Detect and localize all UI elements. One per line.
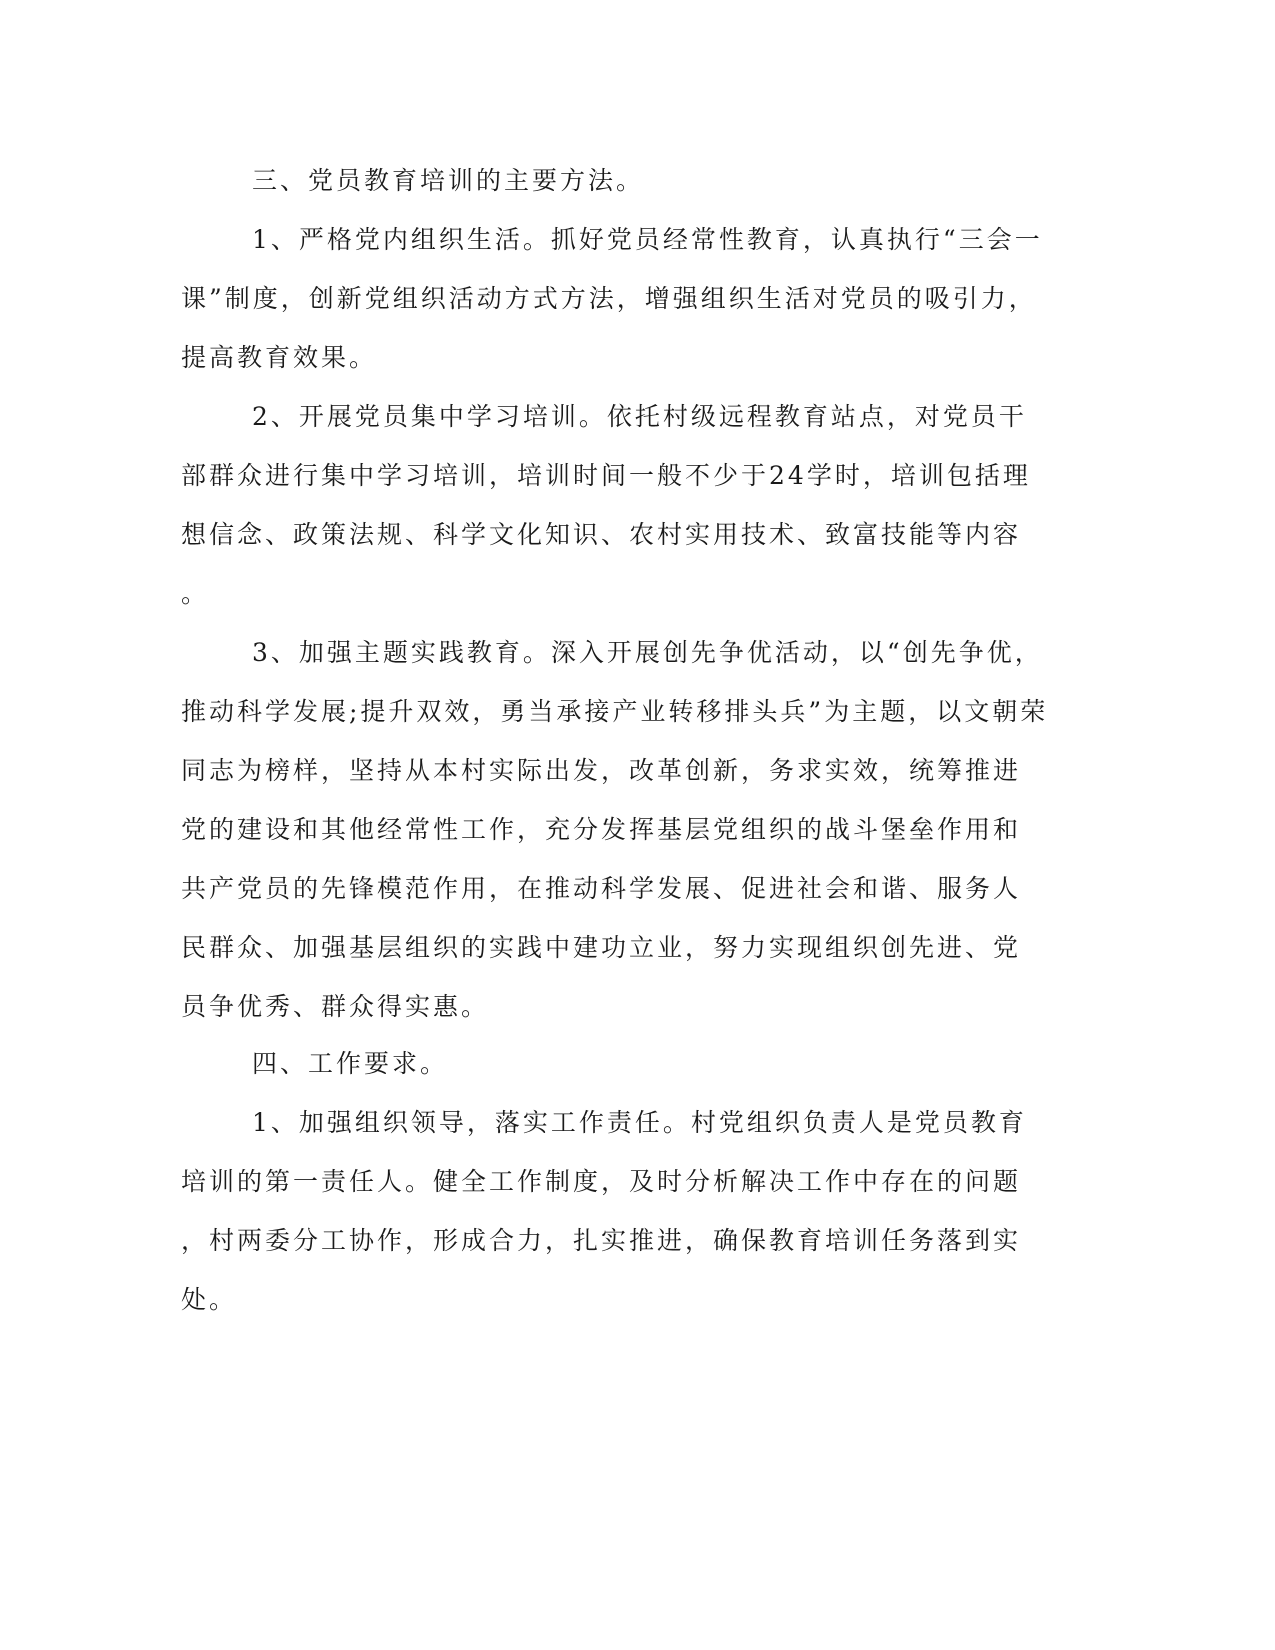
section-heading-methods: 三、党员教育培训的主要方法。	[252, 166, 645, 195]
paragraph-line: 培训的第一责任人。健全工作制度，及时分析解决工作中存在的问题	[181, 1167, 1022, 1196]
paragraph-line: 共产党员的先锋模范作用，在推动科学发展、促进社会和谐、服务人	[181, 874, 1022, 903]
paragraph-line: 课”制度，创新党组织活动方式方法，增强组织生活对党员的吸引力，	[181, 284, 1037, 313]
paragraph-line: 想信念、政策法规、科学文化知识、农村实用技术、致富技能等内容	[181, 520, 1022, 549]
paragraph-line: 3、加强主题实践教育。深入开展创先争优活动，以“创先争优，	[252, 638, 1043, 667]
paragraph-line: 同志为榜样，坚持从本村实际出发，改革创新，务求实效，统筹推进	[181, 756, 1022, 785]
paragraph-line: 。	[181, 579, 210, 608]
paragraph-line: 员争优秀、群众得实惠。	[181, 992, 490, 1021]
paragraph-line: 推动科学发展;提升双效，勇当承接产业转移排头兵”为主题，以文朝荣	[181, 697, 1049, 726]
paragraph-line: 处。	[181, 1285, 238, 1314]
paragraph-line: 部群众进行集中学习培训，培训时间一般不少于24学时，培训包括理	[181, 461, 1031, 490]
paragraph-line: 党的建设和其他经常性工作，充分发挥基层党组织的战斗堡垒作用和	[181, 815, 1022, 844]
section-heading-requirements: 四、工作要求。	[252, 1049, 449, 1078]
paragraph-line: ，村两委分工协作，形成合力，扎实推进，确保教育培训任务落到实	[181, 1226, 1022, 1255]
paragraph-line: 民群众、加强基层组织的实践中建功立业，努力实现组织创先进、党	[181, 933, 1022, 962]
paragraph-line: 2、开展党员集中学习培训。依托村级远程教育站点，对党员干	[252, 402, 1027, 431]
paragraph-line: 1、严格党内组织生活。抓好党员经常性教育，认真执行“三会一	[252, 225, 1043, 254]
paragraph-line: 1、加强组织领导，落实工作责任。村党组织负责人是党员教育	[252, 1108, 1027, 1137]
paragraph-line: 提高教育效果。	[181, 343, 378, 372]
